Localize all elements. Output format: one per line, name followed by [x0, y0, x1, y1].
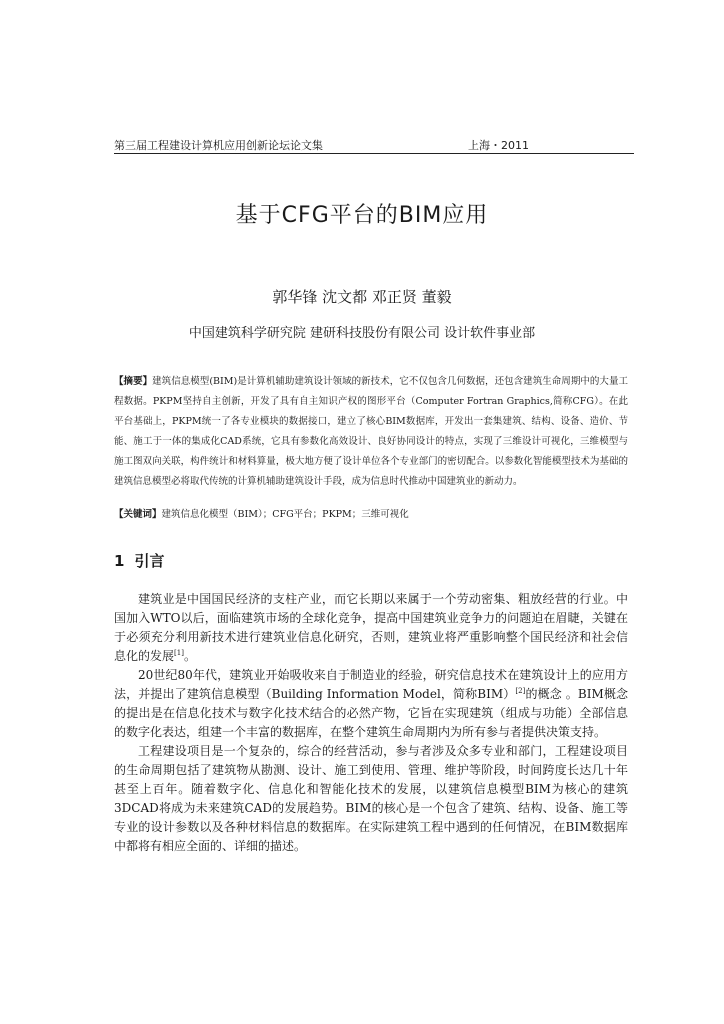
paragraph-2-end: 的概念 。BIM概念的提出是在信息化技术与数字化技术结合的必然产物，它旨在实现建筑（组成与功能）全部信息的数字化表达，组建一个丰富的数据库，在整个建筑生命周期内为所有参与者提供决策支持。	[114, 687, 628, 739]
paper-authors: 郭华锋 沈文都 邓正贤 董毅	[272, 288, 452, 306]
abstract-text: 建筑信息模型(BIM)是计算机辅助建筑设计领域的新技术，它不仅包含几何数据，还包含建筑生命周期中的大量工程数据。PKPM坚持自主创新，开发了具有自主知识产权的图形平台（Computer Fortran Graphics,简称CFG）。在此平台基础上，PKPM统一了各专业模块的数据接口，建立了核心BIM数据库，开发出一套集建筑、结构、设备、造价、节能、施工于一体的集成化CAD系统，它具有参数化高效设计、良好协同设计的特点，实现了三维设计可视化，三维模型与施工图双向关联，构件统计和材料算量，极大地方便了设计单位各个专业部门的密切配合。以参数化智能模型技术为基础的建筑信息模型必将取代传统的计算机辅助建筑设计手段，成为信息时代推动中国建筑业的新动力。	[114, 376, 628, 487]
header-proceedings-title: 第三届工程建设计算机应用创新论坛论文集	[114, 139, 323, 152]
section-title: 引言	[134, 552, 165, 570]
paragraph-3	[114, 742, 628, 856]
section-heading-introduction	[114, 550, 164, 572]
citation-2: [2]	[515, 687, 526, 695]
abstract-label: 【摘要】	[114, 376, 153, 387]
paragraph-1-text: 建筑业是中国国民经济的支柱产业，而它长期以来属于一个劳动密集、粗放经营的行业。中国加入WTO以后，面临建筑市场的全球化竞争，提高中国建筑业竞争力的问题迫在眉睫，关键在于必须充分利用新技术进行建筑业信息化研究，否则，建筑业将严重影响整个国民经济和社会信息化的发展	[114, 592, 628, 663]
keywords-text: 建筑信息化模型（BIM）；CFG平台；PKPM；三维可视化	[161, 509, 409, 520]
paper-title: 基于CFG平台的BIM应用	[235, 203, 489, 228]
paragraph-3-text: 工程建设项目是一个复杂的，综合的经营活动，参与者涉及众多专业和部门，工程建设项目的生命周期包括了建筑物从勘测、设计、施工到使用、管理、维护等阶段，时间跨度长达几十年甚至上百年。随着数字化、信息化和智能化技术的发展，以建筑信息模型BIM为核心的建筑3DCAD将成为未来建筑CAD的发展趋势。BIM的核心是一个包含了建筑、结构、设备、施工等专业的设计参数以及各种材料信息的数据库。在实际建筑工程中遇到的任何情况，在BIM数据库中都将有相应全面的、详细的描述。	[114, 744, 628, 853]
paragraph-1	[114, 590, 628, 666]
body-text	[114, 590, 628, 856]
abstract	[114, 372, 628, 492]
citation-1: [1]	[174, 649, 184, 657]
keywords	[114, 507, 628, 523]
paragraph-1-end: 。	[183, 649, 196, 663]
paragraph-2-text: 20世纪80年代，建筑业开始吸收来自于制造业的经验，研究信息技术在建筑设计上的应用方法，并提出了建筑信息模型（Building Information Model，简称BIM）	[114, 668, 628, 701]
paragraph-2	[114, 666, 628, 742]
header-location-year: 上海・2011	[468, 139, 529, 152]
keywords-label: 【关键词】	[114, 509, 162, 520]
paper-affiliation: 中国建筑科学研究院 建研科技股份有限公司 设计软件事业部	[188, 326, 536, 341]
running-header	[114, 139, 634, 154]
section-number: 1	[114, 552, 125, 570]
